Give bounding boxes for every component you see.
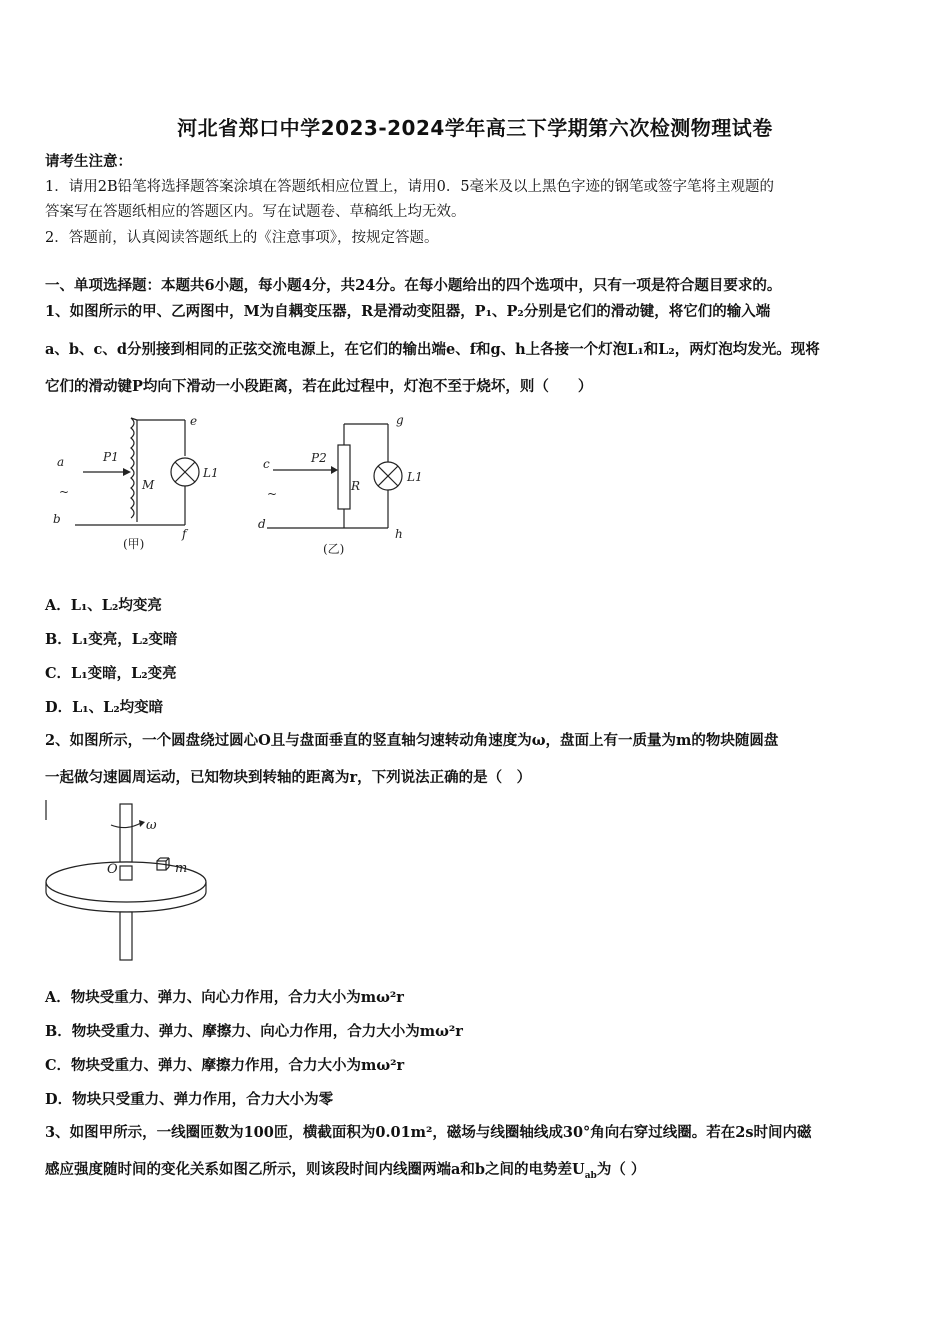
- label-g: g: [396, 413, 404, 427]
- label-m-block: m: [175, 861, 188, 876]
- question-1-line-1: 1、如图所示的甲、乙两图中，M为自耦变压器，R是滑动变阻器，P₁、P₂分别是它们的滑动键，将它们的输入端: [45, 303, 771, 320]
- question-2-option-b: B．物块受重力、弹力、摩擦力、向心力作用，合力大小为mω²r: [45, 1023, 463, 1040]
- caption-left: (甲): [123, 537, 145, 551]
- label-omega: ω: [146, 818, 157, 833]
- axle-bottom: [120, 912, 132, 960]
- label-m: M: [142, 478, 155, 492]
- label-p2: P2: [311, 451, 327, 465]
- question-2-option-d: D．物块只受重力、弹力作用，合力大小为零: [45, 1091, 334, 1108]
- question-1-figure: [45, 410, 435, 565]
- question-2-option-c: C．物块受重力、弹力、摩擦力作用，合力大小为mω²r: [45, 1057, 405, 1074]
- label-c: c: [263, 457, 270, 471]
- notice-item-2: 2．答题前，认真阅读答题纸上的《注意事项》，按规定答题。: [45, 230, 439, 246]
- question-3-line-2: [45, 1160, 645, 1186]
- label-a: a: [57, 455, 65, 469]
- axle-top: [120, 804, 132, 862]
- label-l1-right: L1: [407, 470, 423, 484]
- label-r: R: [351, 479, 361, 493]
- resistor-r: [338, 445, 350, 509]
- question-2-line-2: 一起做匀速圆周运动，已知物块到转轴的距离为r，下列说法正确的是（ ）: [45, 769, 532, 786]
- question-2-figure: [45, 800, 225, 962]
- question-1-line-3: 它们的滑动键P均向下滑动一小段距离，若在此过程中，灯泡不至于烧坏，则（ ）: [45, 378, 593, 395]
- question-3-line-2-end: 为（ ）: [596, 1161, 646, 1178]
- slider-arrow-p2: [331, 466, 338, 474]
- question-2-line-1: 2、如图所示，一个圆盘绕过圆心O且与盘面垂直的竖直轴匀速转动角速度为ω，盘面上有一质量为m的物块随圆盘: [45, 732, 779, 749]
- label-e: e: [190, 414, 198, 428]
- label-l1-left: L1: [203, 466, 219, 480]
- page-title: 河北省郑口中学2023-2024学年高三下学期第六次检测物理试卷: [177, 116, 773, 140]
- label-f: f: [182, 527, 187, 541]
- question-3-subscript: ab: [584, 1170, 597, 1181]
- label-b: b: [53, 512, 61, 526]
- label-d: d: [258, 517, 266, 531]
- notice-heading: 请考生注意：: [45, 153, 132, 170]
- question-3-line-2-text: 感应强度随时间的变化关系如图乙所示，则该段时间内线圈两端a和b之间的电势差U: [45, 1161, 585, 1178]
- question-3-line-1: 3、如图甲所示，一线圈匝数为100匝，横截面积为0.01m²，磁场与线圈轴线成30°角向右穿过线圈。若在2s时间内磁: [45, 1124, 812, 1141]
- question-1-line-2: a、b、c、d分别接到相同的正弦交流电源上，在它们的输出端e、f和g、h上各接一个灯泡L₁和L₂，两灯泡均发光。现将: [45, 341, 820, 358]
- caption-right: (乙): [323, 542, 345, 556]
- question-1-option-a: A．L₁、L₂均变亮: [45, 597, 162, 614]
- label-tilde-right: ~: [267, 487, 278, 501]
- label-o: O: [107, 862, 118, 877]
- label-p1: P1: [103, 450, 119, 464]
- notice-item-1-line-1: 1．请用2B铅笔将选择题答案涂填在答题纸相应位置上，请用0．5毫米及以上黑色字迹的钢笔或签字笔将主观题的: [45, 179, 775, 195]
- question-2-option-a: A．物块受重力、弹力、向心力作用，合力大小为mω²r: [45, 989, 404, 1006]
- question-1-option-d: D．L₁、L₂均变暗: [45, 699, 164, 716]
- slider-arrow-p1: [123, 468, 131, 476]
- notice-item-1-line-2: 答案写在答题纸相应的答题区内。写在试题卷、草稿纸上均无效。: [45, 204, 466, 220]
- label-h: h: [395, 527, 403, 541]
- question-1-option-b: B．L₁变亮，L₂变暗: [45, 631, 178, 648]
- coil-m: [131, 418, 134, 518]
- label-tilde-left: ~: [59, 485, 70, 499]
- section-1-heading: 一、单项选择题：本题共6小题，每小题4分，共24分。在每小题给出的四个选项中，只有一项是符合题目要求的。: [45, 277, 782, 294]
- question-1-option-c: C．L₁变暗，L₂变亮: [45, 665, 177, 682]
